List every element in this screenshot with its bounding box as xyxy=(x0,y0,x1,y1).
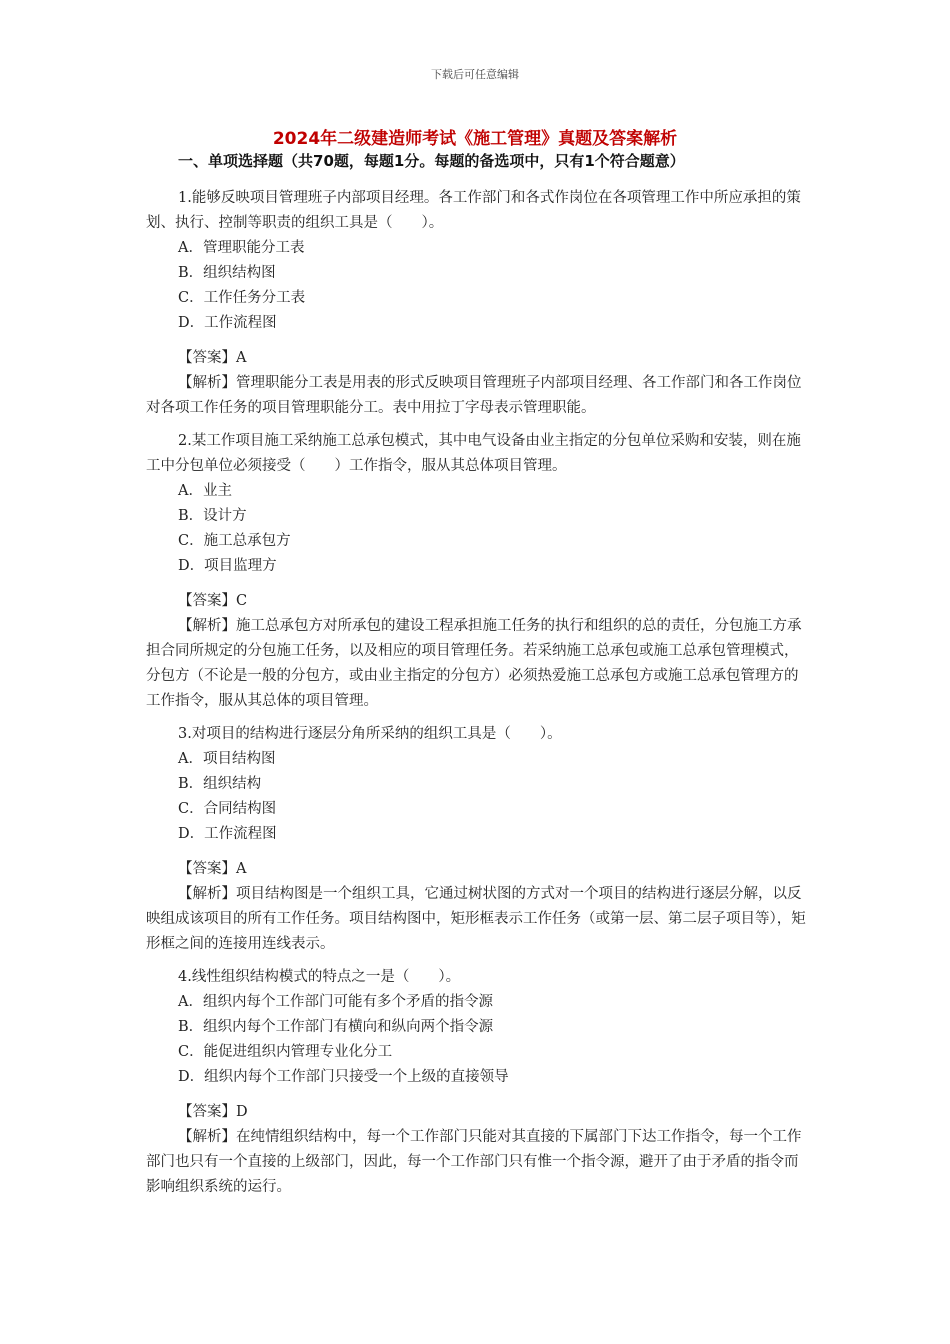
question-block xyxy=(146,186,806,421)
explanation: 【解析】在纯情组织结构中，每一个工作部门只能对其直接的下属部门下达工作指令，每一个工作部门也只有一个直接的上级部门，因此，每一个工作部门只有惟一个指令源，避开了由于矛盾的指令而影响组织系统的运行。 xyxy=(146,1129,802,1195)
option-c: C．施工总承包方 xyxy=(178,533,291,549)
question-stem: 1.能够反映项目管理班子内部项目经理。各工作部门和各式作岗位在各项管理工作中所应承担的策划、执行、控制等职责的组织工具是（ ）。 xyxy=(146,190,801,231)
option-a: A．业主 xyxy=(178,483,232,499)
question-stem: 3.对项目的结构进行逐层分角所采纳的组织工具是（ ）。 xyxy=(178,726,562,742)
question-stem: 2.某工作项目施工采纳施工总承包模式，其中电气设备由业主指定的分包单位采购和安装，则在施工中分包单位必须接受（ ）工作指令，服从其总体项目管理。 xyxy=(146,433,801,474)
option-c: C．能促进组织内管理专业化分工 xyxy=(178,1044,393,1060)
option-d: D．工作流程图 xyxy=(178,315,277,331)
answer: 【答案】C xyxy=(178,593,248,609)
option-a: A．管理职能分工表 xyxy=(178,240,305,256)
option-b: B．设计方 xyxy=(178,508,247,524)
option-c: C．工作任务分工表 xyxy=(178,290,306,306)
section-heading: 一、单项选择题（共70题，每题1分。每题的备选项中，只有1个符合题意） xyxy=(178,152,685,170)
option-a: A．项目结构图 xyxy=(178,751,276,767)
answer: 【答案】D xyxy=(178,1104,248,1120)
question-block xyxy=(146,965,806,1200)
option-d: D．项目监理方 xyxy=(178,558,277,574)
option-d: D．工作流程图 xyxy=(178,826,277,842)
header-note: 下载后可任意编辑 xyxy=(431,68,519,81)
option-b: B．组织结构图 xyxy=(178,265,276,281)
question-stem: 4.线性组织结构模式的特点之一是（ ）。 xyxy=(178,969,461,985)
explanation: 【解析】施工总承包方对所承包的建设工程承担施工任务的执行和组织的总的责任，分包施工方承担合同所规定的分包施工任务，以及相应的项目管理任务。若采纳施工总承包或施工总承包管理模式，分包方（不论是一般的分包方，或由业主指定的分包方）必须热爱施工总承包方或施工总承包管理方的工作指令，服从其总体的项目管理。 xyxy=(146,618,802,709)
question-block xyxy=(146,429,806,714)
option-b: B．组织结构 xyxy=(178,776,262,792)
answer: 【答案】A xyxy=(178,350,247,366)
option-c: C．合同结构图 xyxy=(178,801,277,817)
question-list xyxy=(146,186,806,1208)
explanation: 【解析】管理职能分工表是用表的形式反映项目管理班子内部项目经理、各工作部门和各工作岗位对各项工作任务的项目管理职能分工。表中用拉丁字母表示管理职能。 xyxy=(146,375,802,416)
explanation: 【解析】项目结构图是一个组织工具，它通过树状图的方式对一个项目的结构进行逐层分解，以反映组成该项目的所有工作任务。项目结构图中，矩形框表示工作任务（或第一层、第二层子项目等），矩形框之间的连接用连线表示。 xyxy=(146,886,806,952)
option-b: B．组织内每个工作部门有横向和纵向两个指令源 xyxy=(178,1019,494,1035)
option-d: D．组织内每个工作部门只接受一个上级的直接领导 xyxy=(178,1069,509,1085)
answer: 【答案】A xyxy=(178,861,247,877)
option-a: A．组织内每个工作部门可能有多个矛盾的指令源 xyxy=(178,994,493,1010)
question-block xyxy=(146,722,806,957)
document-title: 2024年二级建造师考试《施工管理》真题及答案解析 xyxy=(272,129,678,149)
